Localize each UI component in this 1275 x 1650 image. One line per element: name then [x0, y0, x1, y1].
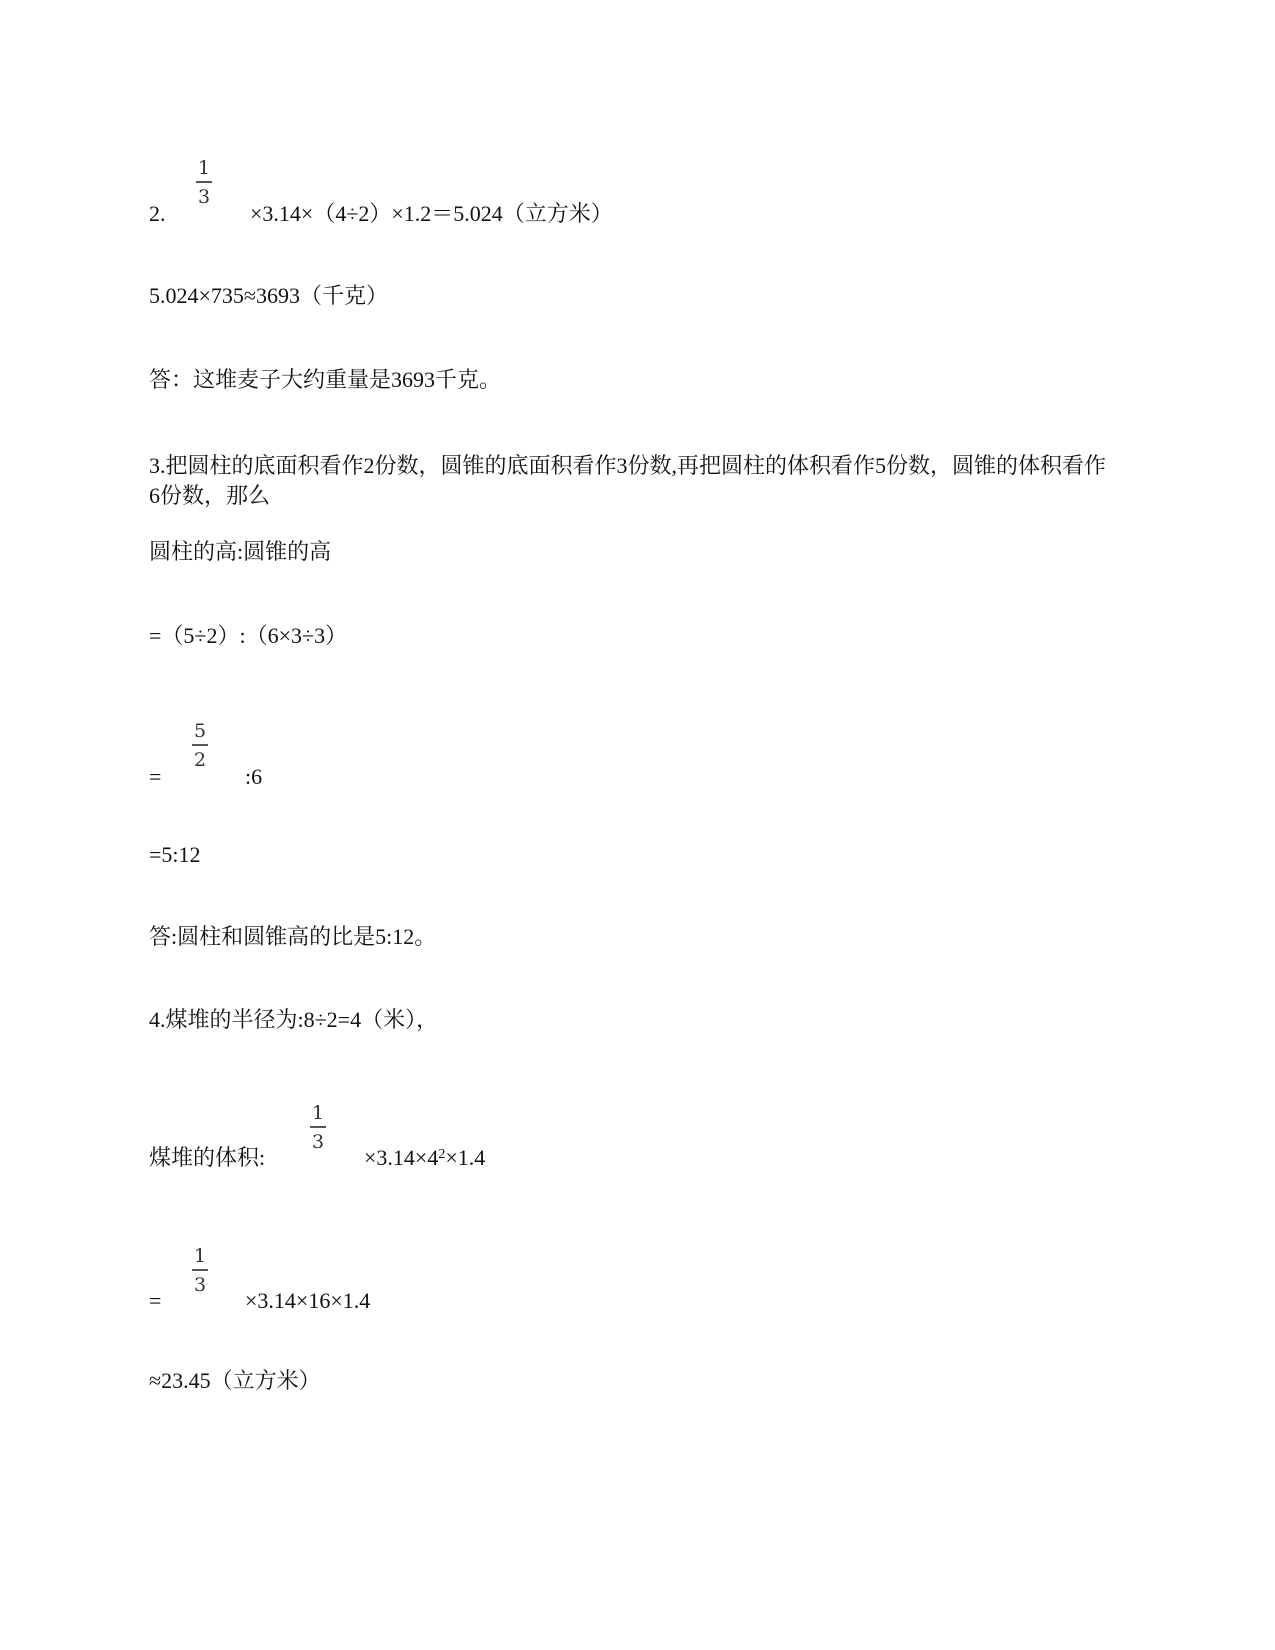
fraction-denominator: 2 — [193, 748, 207, 771]
problem-2-answer: 答：这堆麦子大约重量是3693千克。 — [149, 367, 502, 392]
problem-3-step-1: =（5÷2）:（6×3÷3） — [149, 623, 348, 648]
problem-4-step-2-expression: ×3.14×16×1.4 — [245, 1288, 371, 1313]
exponent: 2 — [438, 1147, 446, 1162]
fraction-bar — [192, 1269, 208, 1271]
fraction-numerator: 1 — [197, 157, 211, 179]
problem-4-volume-expression — [364, 1143, 485, 1173]
fraction-denominator: 3 — [193, 1273, 207, 1296]
fraction-one-third — [310, 1103, 326, 1152]
fraction-five-halves — [192, 721, 208, 770]
fraction-denominator: 3 — [311, 1130, 325, 1153]
problem-2-expression: ×3.14×（4÷2）×1.2＝5.024（立方米） — [250, 201, 613, 226]
problem-3-intro: 3.把圆柱的底面积看作2份数，圆锥的底面积看作3份数,再把圆柱的体积看作5份数，圆锥的体积看作6份数，那么 — [149, 453, 1107, 508]
problem-4-step-2-equals: = — [149, 1288, 162, 1313]
problem-3-step-2-rest: :6 — [245, 764, 263, 789]
problem-4-radius: 4.煤堆的半径为:8÷2=4（米）， — [149, 1007, 439, 1032]
problem-3-step-2-equals: = — [149, 764, 162, 789]
problem-3-step-3: =5:12 — [149, 842, 201, 867]
problem-2-number: 2. — [149, 201, 166, 226]
fraction-bar — [310, 1126, 326, 1128]
problem-4-volume-label: 煤堆的体积: — [149, 1145, 266, 1170]
fraction-bar — [196, 181, 212, 183]
problem-3-ratio-label: 圆柱的高:圆锥的高 — [149, 539, 332, 564]
volume-expr-part-b: ×1.4 — [445, 1145, 486, 1170]
problem-2-weight-calc: 5.024×735≈3693（千克） — [149, 283, 388, 308]
fraction-one-third — [192, 1246, 208, 1295]
fraction-numerator: 5 — [193, 720, 207, 742]
fraction-denominator: 3 — [197, 185, 211, 208]
fraction-bar — [192, 744, 208, 746]
problem-4-step-3: ≈23.45（立方米） — [149, 1368, 321, 1393]
problem-3-answer: 答:圆柱和圆锥高的比是5:12。 — [149, 924, 437, 949]
fraction-numerator: 1 — [311, 1102, 325, 1124]
fraction-numerator: 1 — [193, 1245, 207, 1267]
volume-expr-part-a: ×3.14×4 — [364, 1145, 439, 1170]
fraction-one-third — [196, 158, 212, 207]
